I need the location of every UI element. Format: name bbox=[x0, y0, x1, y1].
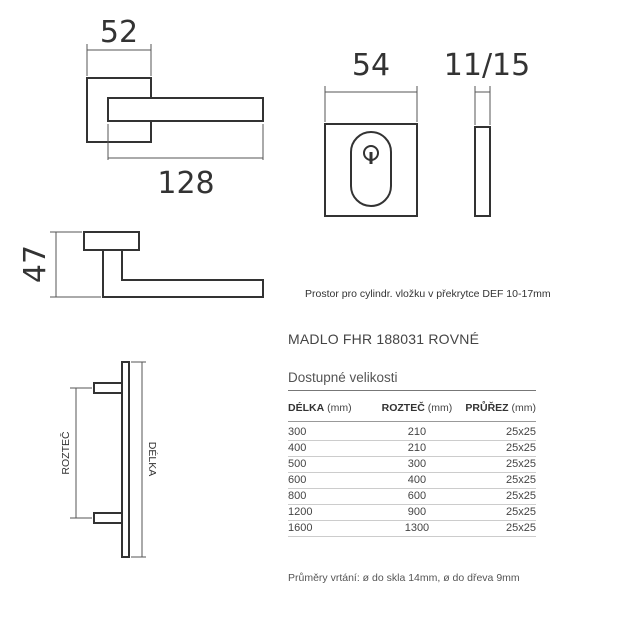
cell-length: 1600 bbox=[288, 521, 372, 537]
header-cross-section: PRŮŘEZ (mm) bbox=[462, 402, 536, 422]
cell-spacing: 600 bbox=[372, 489, 461, 505]
pull-handle-view bbox=[94, 362, 129, 557]
dim-length-lines bbox=[131, 362, 146, 557]
cell-cross-section: 25x25 bbox=[462, 457, 536, 473]
table-row bbox=[288, 473, 536, 489]
cell-cross-section: 25x25 bbox=[462, 441, 536, 457]
cell-cross-section: 25x25 bbox=[462, 489, 536, 505]
cell-cross-section: 25x25 bbox=[462, 505, 536, 521]
header-length: DÉLKA (mm) bbox=[288, 402, 372, 422]
cell-length: 1200 bbox=[288, 505, 372, 521]
table-row bbox=[288, 457, 536, 473]
product-title: MADLO FHR 188031 ROVNÉ bbox=[288, 331, 480, 347]
cell-spacing: 900 bbox=[372, 505, 461, 521]
cell-length: 600 bbox=[288, 473, 372, 489]
cell-cross-section: 25x25 bbox=[462, 473, 536, 489]
dim-54-label: 54 bbox=[351, 48, 391, 83]
rosette-front-view bbox=[325, 124, 417, 216]
dim-128-label: 128 bbox=[157, 166, 215, 201]
cell-spacing: 300 bbox=[372, 457, 461, 473]
cell-length: 400 bbox=[288, 441, 372, 457]
cylinder-note: Prostor pro cylindr. vložku v překrytce DEF 10-17mm bbox=[305, 288, 551, 300]
length-label: DÉLKA bbox=[146, 441, 158, 477]
handle-side-view bbox=[84, 232, 263, 297]
sizes-table-header bbox=[288, 402, 536, 422]
dim-11-15-lines bbox=[475, 86, 490, 125]
spacing-label: ROZTEČ bbox=[60, 431, 72, 475]
cell-cross-section: 25x25 bbox=[462, 422, 536, 441]
sizes-table bbox=[288, 402, 536, 537]
drilling-footnote: Průměry vrtání: ø do skla 14mm, ø do dřeva 9mm bbox=[288, 572, 520, 584]
cell-spacing: 210 bbox=[372, 422, 461, 441]
table-row bbox=[288, 441, 536, 457]
table-row bbox=[288, 489, 536, 505]
cell-spacing: 400 bbox=[372, 473, 461, 489]
sizes-subtitle: Dostupné velikosti bbox=[288, 370, 398, 385]
table-row bbox=[288, 422, 536, 441]
dim-47-lines bbox=[50, 232, 101, 297]
cell-length: 500 bbox=[288, 457, 372, 473]
dim-spacing-lines bbox=[70, 388, 92, 518]
table-row bbox=[288, 505, 536, 521]
subtitle-divider bbox=[288, 390, 536, 391]
rosette-side-view bbox=[475, 127, 490, 216]
dim-52-label: 52 bbox=[99, 15, 139, 50]
handle-top-view bbox=[87, 78, 263, 142]
cell-cross-section: 25x25 bbox=[462, 521, 536, 537]
header-spacing: ROZTEČ (mm) bbox=[372, 402, 461, 422]
table-row bbox=[288, 521, 536, 537]
dim-54-lines bbox=[325, 86, 417, 122]
cell-spacing: 210 bbox=[372, 441, 461, 457]
dim-47-label: 47 bbox=[18, 244, 53, 284]
cell-spacing: 1300 bbox=[372, 521, 461, 537]
cell-length: 800 bbox=[288, 489, 372, 505]
dim-11-15-label: 11/15 bbox=[443, 48, 531, 83]
cell-length: 300 bbox=[288, 422, 372, 441]
